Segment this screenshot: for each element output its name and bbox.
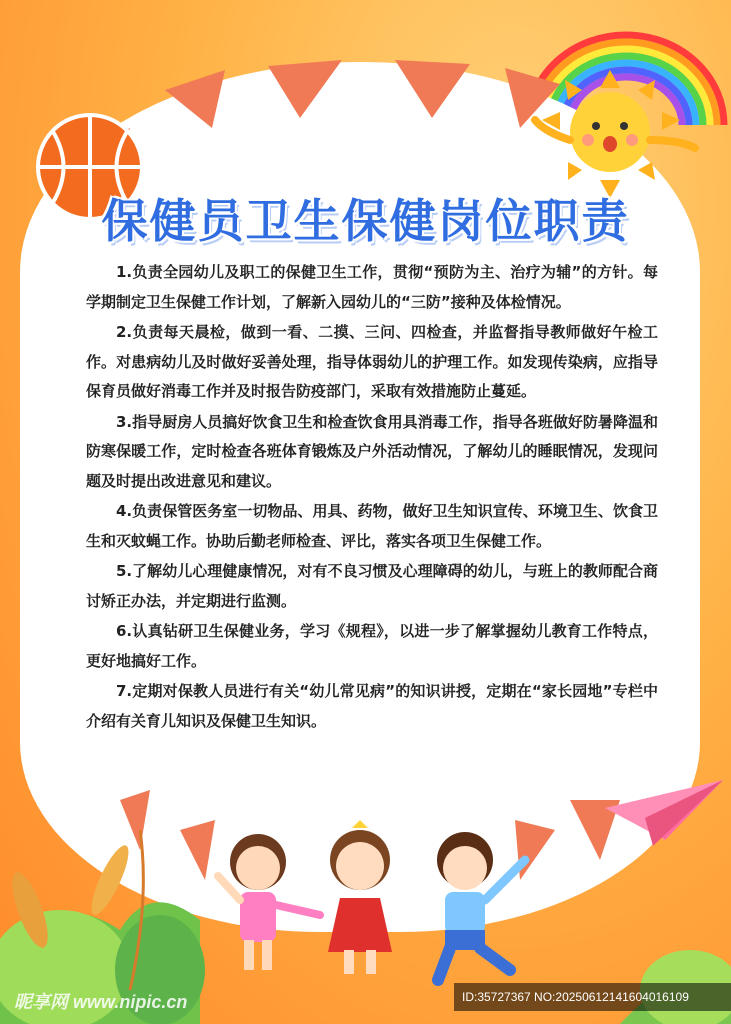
duty-item-7: 7.定期对保教人员进行有关“幼儿常见病”的知识讲授，定期在“家长园地”专栏中介绍有关育儿知识及保健卫生知识。 — [86, 682, 658, 730]
duty-item-6: 6.认真钻研卫生保健业务，学习《规程》，以进一步了解掌握幼儿教育工作特点，更好地搞好工作。 — [86, 622, 658, 670]
page-title: 保健员卫生保健岗位职责 — [101, 194, 630, 248]
duty-item-3: 3.指导厨房人员搞好饮食卫生和检查饮食用具消毒工作，指导各班做好防暑降温和防寒保暖工作，定时检查各班体育锻炼及户外活动情况，了解幼儿的睡眠情况，发现问题及时提出改进意见和建议。 — [86, 412, 658, 490]
sun-icon — [530, 70, 710, 200]
duty-item-4: 4.负责保管医务室一切物品、用具、药物，做好卫生知识宣传、环境卫生、饮食卫生和灭蚊蝇工作。协助后勤老师检查、评比，落实各项卫生保健工作。 — [86, 502, 658, 550]
watermark: 昵享网 www.nipic.cn — [14, 992, 188, 1012]
duties-list — [86, 258, 658, 737]
duty-item-5: 5.了解幼儿心理健康情况，对有不良习惯及心理障碍的幼儿，与班上的教师配合商讨矫正办法，并定期进行监测。 — [86, 562, 658, 610]
children-illustration — [210, 820, 540, 990]
duty-item-2: 2.负责每天晨检，做到一看、二摸、三问、四检查，并监督指导教师做好午检工作。对患病幼儿及时做好妥善处理，指导体弱幼儿的护理工作。如发现传染病，应指导保育员做好消毒工作并及时报告防疫部门，采取有效措施防止蔓延。 — [86, 323, 658, 400]
image-id-bar: ID:35727367 NO:20250612141604016109 — [454, 983, 731, 1011]
duty-item-1: 1.负责全园幼儿及职工的保健卫生工作，贯彻“预防为主、治疗为辅”的方针。每学期制定卫生保健工作计划，了解新入园幼儿的“三防”接种及体检情况。 — [86, 263, 658, 311]
